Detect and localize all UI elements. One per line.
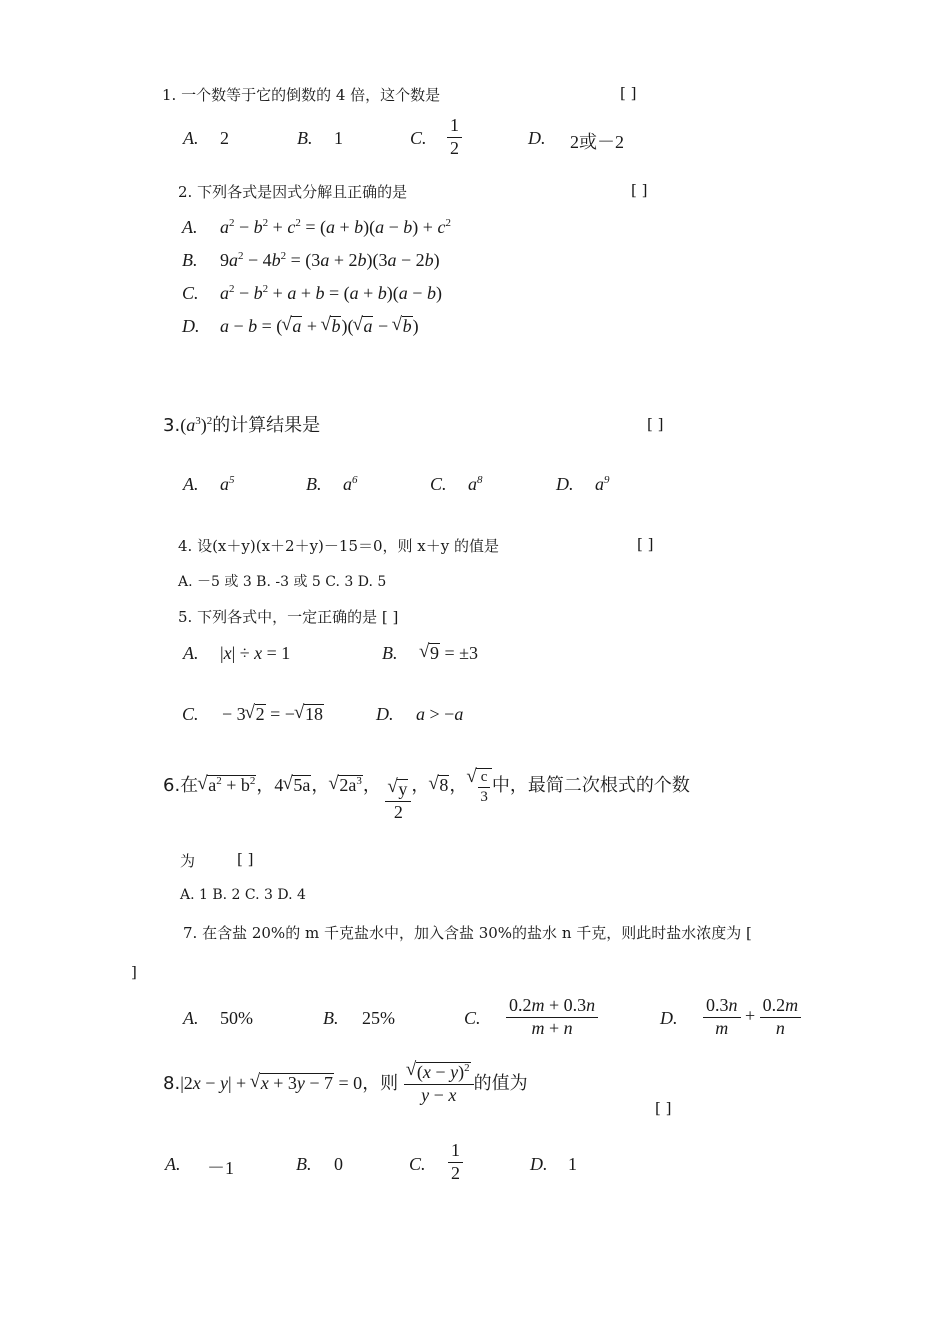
- q2-option-b-label: B.: [182, 250, 198, 270]
- q8-number: 8.: [163, 1072, 181, 1094]
- q8-option-b-label: B.: [296, 1154, 312, 1174]
- q4-stem: 4. 设(x＋y)(x＋2＋y)－15＝0，则 x＋y 的值是: [178, 537, 499, 555]
- q2-option-a-formula: $a^2 - b^2 + c^2 = (a + b)(a - b) + c^2$: [220, 217, 451, 237]
- q3-stem: [163, 411, 320, 437]
- q7-option-c-label: C.: [464, 1008, 481, 1028]
- q7-option-a-label: A.: [183, 1008, 199, 1028]
- q1-option-d-value: 2或－2: [570, 132, 624, 152]
- q2-answer-bracket: [ ]: [631, 181, 648, 199]
- q6-continuation: 为: [180, 852, 196, 870]
- q3-option-d-label: D.: [556, 474, 574, 494]
- q8-option-a-label: A.: [165, 1154, 181, 1174]
- q2-stem: 2. 下列各式是因式分解且正确的是: [178, 183, 408, 201]
- q5-stem: 5. 下列各式中，一定正确的是 [ ]: [178, 608, 399, 626]
- q6-options: A. 1 B. 2 C. 3 D. 4: [180, 887, 306, 903]
- q6-stem: [163, 768, 690, 823]
- q8-option-c-fraction: [448, 1141, 463, 1184]
- fraction-denominator: 2: [450, 137, 459, 158]
- q5-option-d-label: D.: [376, 704, 394, 724]
- q5-option-c-label: C.: [182, 704, 199, 724]
- q1-option-d-label: D.: [528, 128, 546, 148]
- q6-radicals: √ $a^2 + b^2$，4√ 5a，√ $2a^3$， √ $\frac{y}{2}$ ，√ 8， √ $\frac{c}{3}$: [198, 775, 492, 795]
- q2-option-c-formula: $a^2 - b^2 + a + b = (a + b)(a - b)$: [220, 283, 442, 303]
- fraction-numerator: 1: [447, 116, 462, 138]
- q2-option-a-label: A.: [182, 217, 198, 237]
- q5-option-b-formula: √ 9 = ±3: [420, 643, 478, 664]
- q4-options: A. －5 或 3 B. -3 或 5 C. 3 D. 5: [178, 574, 387, 590]
- q2-option-b-formula: $9a^2 - 4b^2 = (3a + 2b)(3a - 2b)$: [220, 250, 440, 270]
- q8-condition: |2x − y| + √ x + 3y − 7 = 0: [180, 1073, 362, 1093]
- q5-option-d-formula: a > −a: [416, 704, 464, 724]
- q3-option-a-label: A.: [183, 474, 199, 494]
- q2-option-d-label: D.: [182, 316, 200, 336]
- q8-stem: [163, 1062, 528, 1106]
- q1-answer-bracket: [ ]: [620, 84, 637, 102]
- q8-expression: √ $\frac{(x - y)^2}{y - x}$: [404, 1062, 474, 1106]
- q7-option-d-formula: $\frac{0.3n}{m}$ + $\frac{0.2m}{n}$: [703, 996, 801, 1039]
- q6-answer-bracket: [ ]: [237, 850, 254, 868]
- q8-option-b-value: 0: [334, 1154, 343, 1174]
- q8-option-a-value: －1: [207, 1158, 234, 1178]
- q2-option-c-label: C.: [182, 283, 199, 303]
- q1-stem: 1. 一个数等于它的倒数的 4 倍，这个数是: [162, 86, 441, 104]
- q8-text: 的值为: [473, 1072, 528, 1094]
- q3-option-b-label: B.: [306, 474, 322, 494]
- q8-option-d-value: 1: [568, 1154, 577, 1174]
- fraction-numerator: 1: [448, 1141, 463, 1163]
- q7-option-c-fraction: $\frac{0.2m + 0.3n}{m + n}$: [506, 996, 598, 1039]
- q1-option-a-value: 2: [220, 128, 229, 148]
- q6-text: 中，最简二次根式的个数: [491, 775, 690, 797]
- q3-option-d-value: $a^9$: [595, 474, 610, 494]
- q3-text: 的计算结果是: [212, 415, 321, 436]
- q1-option-b-label: B.: [297, 128, 313, 148]
- q7-option-b-value: 25%: [362, 1008, 395, 1028]
- q5-option-b-label: B.: [382, 643, 398, 663]
- q4-answer-bracket: [ ]: [637, 535, 654, 553]
- q5-option-a-label: A.: [183, 643, 199, 663]
- q1-option-c-label: C.: [410, 128, 427, 148]
- q3-option-b-value: $a^6$: [343, 474, 358, 494]
- q1-option-c-fraction: [447, 116, 462, 159]
- q7-stem: 7. 在含盐 20%的 m 千克盐水中，加入含盐 30%的盐水 n 千克，则此时盐水浓度为 [: [183, 924, 752, 942]
- q7-option-a-value: 50%: [220, 1008, 253, 1028]
- q2-option-d-formula: a − b = (√ a + √ b)(√ a − √ b): [220, 316, 419, 337]
- q3-expression: $(a^3)^2$: [180, 415, 213, 435]
- q7-option-d-label: D.: [660, 1008, 678, 1028]
- q1-option-b-value: 1: [334, 128, 343, 148]
- q1-option-a-label: A.: [183, 128, 199, 148]
- q8-cond-text: ，则: [362, 1072, 399, 1094]
- q8-option-d-label: D.: [530, 1154, 548, 1174]
- q3-option-a-value: $a^5$: [220, 474, 235, 494]
- q8-option-c-label: C.: [409, 1154, 426, 1174]
- q3-answer-bracket: [ ]: [647, 415, 664, 433]
- q7-continuation: ]: [131, 963, 137, 981]
- q3-option-c-label: C.: [430, 474, 447, 494]
- fraction-denominator: 2: [451, 1162, 460, 1183]
- q3-number: 3.: [163, 415, 181, 436]
- q5-option-c-formula: − 3√ 2 = −√ 18: [222, 704, 324, 725]
- q6-prefix: 6.在: [163, 775, 199, 797]
- q5-option-a-formula: |x| ÷ x = 1: [220, 643, 291, 663]
- q7-option-b-label: B.: [323, 1008, 339, 1028]
- q8-answer-bracket: [ ]: [655, 1099, 672, 1117]
- q3-option-c-value: $a^8$: [468, 474, 483, 494]
